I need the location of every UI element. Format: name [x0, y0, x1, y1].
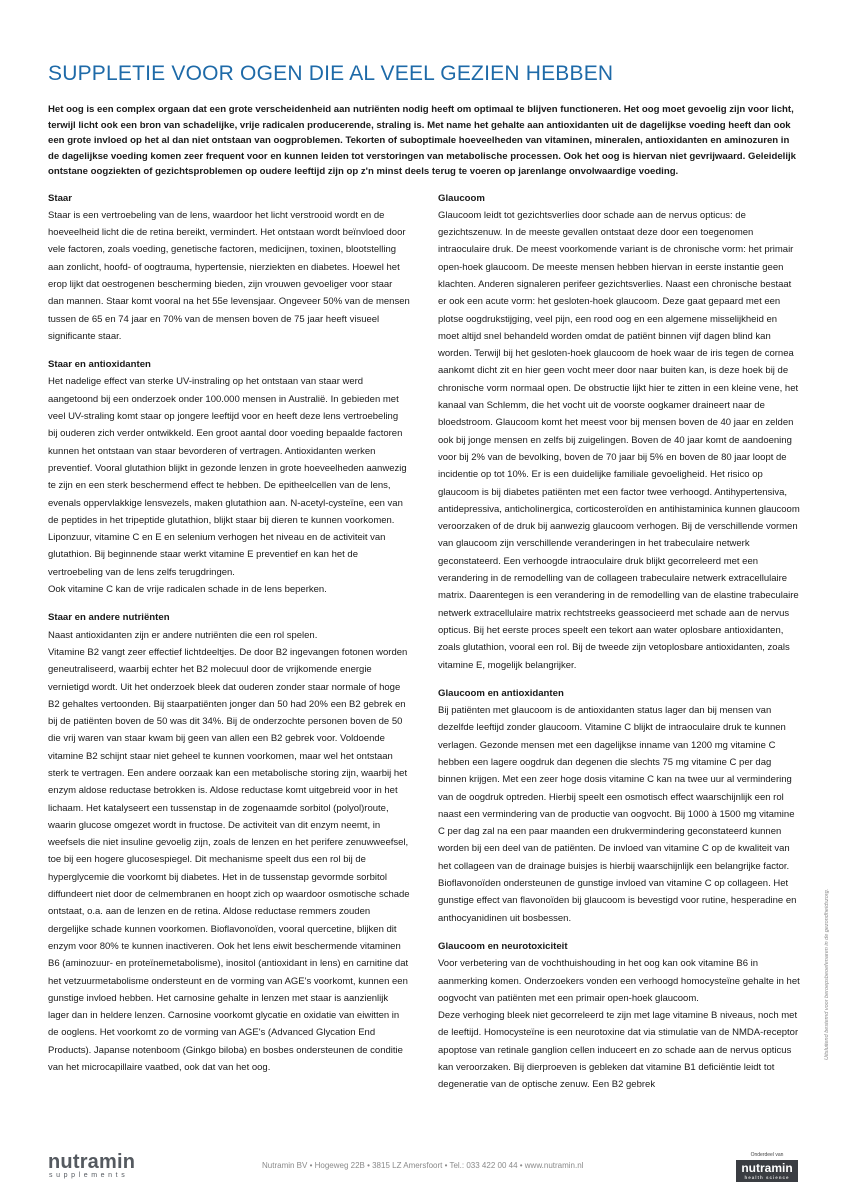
- section-paragraph: Vitamine B2 vangt zeer effectief lichtdeeltjes. De door B2 ingevangen fotonen worden geneutraliseerd, waarbij echter het B2 molecuul door de vrijkomende energie vernietigd wordt. Uit het onderzoek bleek dat ouderen zonder staar normale of hoge B2 gehaltes vertoonden. Bij staarpatiënten jonger dan 50 had 20% een B2 gebrek en bij de patiënten boven de 50 was dit 34%. Bij de onderzochte personen boven de 50 die vrij waren van staar kwam bij geen van allen een B2 gebrek voor. Voldoende vitamine B2 schijnt staar niet geheel te kunnen voorkomen, maar wel het ontstaan sterk te vertragen. Een andere oorzaak kan een metabolische storing zijn, waarbij het enzym aldose reductase betrokken is. Aldose reductase komt uitgebreid voor in het lichaam. Het katalyseert een tussenstap in de zogenaamde sorbitol (polyol)route, waarin glucose omgezet wordt in fructose. De activiteit van dit enzym neemt, in weefsels die niet insuline gevoelig zijn, zoals de lenzen en het perifere zenuwweefsel, toe bij een hogere glucosespiegel. Dit mechanisme speelt dus een rol bij de hyperglycemie die voorkomt bij diabetes. Het in de tussenstap gevormde sorbitol diffundeert niet door de celmembranen en hoopt zich op waardoor osmotische schade ontstaat, o.a. aan de lenzen en de retina. Aldose reductase remmers zouden dergelijke schade kunnen voorkomen. Bioflavonoïden, vooral quercetine, blijken dit enzym voor 80% te kunnen inactiveren. Ook het lens eiwit beschermende vitaminen B6 (aminozuur- en proteïnemetabolisme), inositol (antioxidant in lens) en carnitine dat het vetzuurmetabolisme ondersteunt en de vorming van AGE's voorkomt, kunnen een gunstige invloed hebben. Het carnosine gehalte in lenzen met staar is aanzienlijk lager dan in heldere lenzen. Carnosine voorkomt glycatie en oxidatie van eiwitten in de ooglens. Het voorkomt zo de vorming van AGE's (Advanced Glycation End Products). Japanse notenboom (Ginkgo biloba) en bosbes ondersteunen de conditie van het microcapillaire vaatbed, ook dat van het oog.: [48, 646, 410, 1074]
- logo-brand: nutramin: [48, 1151, 136, 1173]
- section-glaucoom-antioxidanten: [438, 685, 800, 927]
- section-paragraph: Voor verbetering van de vochthuishouding in het oog kan ook vitamine B6 in aanmerking komen. Onderzoekers vonden een verhoogd homocysteïne gehalte in het oogvocht van patiënten met een primair open-hoek glaucoom.: [438, 958, 800, 1004]
- section-heading: Glaucoom en antioxidanten: [438, 687, 564, 699]
- parent-company-badge: [736, 1152, 798, 1182]
- intro-paragraph: Het oog is een complex orgaan dat een grote verscheidenheid aan nutriënten nodig heeft om optimaal te blijven functioneren. Het oog moet gevoelig zijn voor licht, terwijl licht ook een bron van schadelijke, vrije radicalen producerende, straling is. Met name het gehalte aan antioxidanten uit de dagelijkse voeding heeft dan ook een grote invloed op het al dan niet ontstaan van oogproblemen. Tekorten of suboptimale hoeveelheden van vitaminen, mineralen, antioxidanten en aminozuren in de dagelijkse voeding komen zeer frequent voor en kunnen leiden tot verstoringen van metabolische processen. Ook het oog is hiervan niet gevrijwaard. Geleidelijk ontstane oogziekten of gezichtsproblemen op oudere leeftijd zijn op z'n minst deels terug te voeren op jarenlange onvolwaardige voeding.: [48, 104, 796, 177]
- section-paragraph: Bij patiënten met glaucoom is de antioxidanten status lager dan bij mensen van dezelfde leeftijd zonder glaucoom. Vitamine C blijkt de intraoculaire druk te kunnen verlagen. Gezonde mensen met een dagelijkse inname van 1200 mg vitamine C hebben een lagere oogdruk dan degenen die slechts 75 mg vitamine C per dag binnen krijgen. Met een zeer hoge dosis vitamine C kan na twee uur al vermindering van de oogdruk optreden. Hierbij speelt een osmotisch effect waarschijnlijk een rol naast een vermindering van de productie van oogvocht. Bij 1000 à 1500 mg vitamine C per dag zal na een paar maanden een drukvermindering geconstateerd kunnen worden bij een deel van de patiënten. De invloed van vitamine C op de kwaliteit van het collageen van de drainage buisjes is hierbij waarschijnlijk een belangrijke factor. Bioflavonoïden ondersteunen de gunstige invloed van vitamine C op collageen. Het gunstige effect van flavonoïden bij glaucoom is bevestigd voor rutine, hesperadine en anthocyanidinen uit bosbessen.: [438, 705, 797, 924]
- page-title: SUPPLETIE VOOR OGEN DIE AL VEEL GEZIEN HEBBEN: [48, 62, 614, 85]
- nutramin-logo: [48, 1152, 135, 1180]
- article-columns: [48, 190, 800, 1105]
- section-heading: Glaucoom: [438, 192, 485, 204]
- side-disclaimer: [824, 888, 832, 1068]
- page-content: [48, 62, 800, 1105]
- left-column: [48, 190, 410, 1105]
- badge-label: Onderdeel van: [750, 1152, 784, 1158]
- footer-address: Nutramin BV • Hogeweg 22B • 3815 LZ Amersfoort • Tel.: 033 422 00 44 • www.nutramin.nl: [262, 1161, 584, 1170]
- section-paragraph: Deze verhoging bleek niet gecorreleerd te zijn met lage vitamine B niveaus, noch met de leeftijd. Homocysteïne is een neurotoxine dat via stimulatie van de NMDA-receptor apoptose van retinale ganglion cellen induceert en zo schade aan de nervus opticus kan veroorzaken. Bij dierproeven is gebleken dat vitamine B1 deficiëntie leidt tot degeneratie van de optische zenuw. Een B2 gebrek: [438, 1010, 799, 1091]
- section-heading: Staar: [48, 192, 72, 204]
- section-staar-nutrienten: [48, 609, 410, 1076]
- section-paragraph: Ook vitamine C kan de vrije radicalen schade in de lens beperken.: [48, 584, 327, 596]
- badge-sub: health science: [744, 1175, 790, 1180]
- badge-brand: nutramin: [741, 1161, 793, 1175]
- section-heading: Staar en andere nutriënten: [48, 612, 170, 624]
- logo-tagline: supplements: [49, 1172, 129, 1179]
- right-column: [438, 190, 800, 1105]
- section-paragraph: Staar is een vertroebeling van de lens, waardoor het licht verstrooid wordt en de hoeveelheid licht die de retina bereikt, vermindert. Het ontstaan wordt beïnvloed door vele factoren, zoals voeding, genetische factoren, medicijnen, toxinen, blootstelling aan zonlicht, hoofd- of oogtrauma, hypertensie, nierziekten en diabetes. Hoewel het erop lijkt dat oestrogenen bescherming bieden, zijn vrouwen gevoeliger voor staar dan mannen. Staar komt vooral na het 55e levensjaar. Ongeveer 50% van de mensen tussen de 65 en 74 jaar en 70% van de mensen boven de 75 jaar heeft visueel significante staar.: [48, 209, 410, 342]
- section-glaucoom: [438, 190, 800, 674]
- side-disclaimer-text: Uitsluitend bestemd voor beroepsbeoefenaren in de gezondheidszorg.: [824, 888, 830, 1060]
- section-glaucoom-neurotoxiciteit: [438, 938, 800, 1094]
- badge-logo: [736, 1160, 798, 1182]
- section-heading: Glaucoom en neurotoxiciteit: [438, 940, 568, 952]
- section-paragraph: Het nadelige effect van sterke UV-instraling op het ontstaan van staar werd aangetoond bij een onderzoek onder 100.000 mensen in Australië. In gebieden met veel UV-straling komt staar op jongere leeftijd voor en heeft deze lens vertroebeling bij ouderen zich verder ontwikkeld. Een groot aantal door voeding bepaalde factoren kunnen het ontstaan van staar bevorderen of vertragen. Antioxidanten werken preventief. Vooral glutathion blijkt in gezonde lenzen in grote hoeveelheden aanwezig te zijn en een sterk beschermend effect te hebben. De epitheelcellen van de lens, evenals oppervlakkige lensvezels, maken glutathion aan. N-acetyl-cysteïne, een van de peptides in het tripeptide glutathion, blijkt staar bij dieren te kunnen voorkomen. Liponzuur, vitamine C en E en selenium verhogen het niveau en de activiteit van glutathion. Bij beginnende staar werkt vitamine E preventief en kan het de vertroebeling van de lens zelfs terugdringen.: [48, 376, 407, 578]
- section-paragraph: Naast antioxidanten zijn er andere nutriënten die een rol spelen.: [48, 629, 318, 641]
- section-heading: Staar en antioxidanten: [48, 359, 151, 371]
- section-staar: [48, 190, 410, 346]
- section-staar-antioxidanten: [48, 356, 410, 598]
- section-paragraph: Glaucoom leidt tot gezichtsverlies door schade aan de nervus opticus: de gezichtszenuw. In de meeste gevallen ontstaat deze door een toegenomen intraoculaire druk. De meest voorkomende variant is de chronische vorm: het primair open-hoek glaucoom. De meeste mensen hebben hiervan in eerste instantie geen klachten. Anderen signaleren perifeer gezichtsverlies. Naast een chronische bestaat er ook een acute vorm: het gesloten-hoek glaucoom. Deze gaat gepaard met een plotse oogdrukstijging, veel pijn, een rood oog en een algemene misselijkheid en moet altijd snel behandeld worden omdat de patiënt binnen vijf dagen blind kan worden. Terwijl bij het gesloten-hoek glaucoom de hoek waar de iris tegen de cornea aankomt dicht zit en hier geen vocht meer door naar buiten kan, is deze hoek bij de chronische vorm normaal open. De obstructie lijkt hier te zitten in een kleine vene, het kanaal van Schlemm, die het vocht uit de voorste oogkamer draineert naar de bloedstroom. Glaucoom komt het meest voor bij mensen boven de 40 jaar en zelden ook bij jonge mensen en zelfs bij zuigelingen. Boven de 40 jaar komt de aandoening voor bij 2% van de bevolking, boven de 70 jaar bij 5% en boven de 80 jaar loopt de incidentie op tot 10%. Er is een duidelijke familiale gevoeligheid. Het risico op glaucoom is bij diabetes patiënten met een factor twee verhoogd. Antihypertensiva, antidepressiva, anticholinergica, corticosteroïden en antihistaminica kunnen glaucoom veroorzaken of de druk bij aanwezig glaucoom verhogen. Bij de verschillende vormen van glaucoom zijn verschillende veranderingen in het trabeculaire netwerk geconstateerd. Een verhoogde intraoculaire druk blijkt gecorreleerd met een verandering in de remodelling van de collageen trabeculaire netwerk extracellulaire matrix. Daarentegen is een verandering in de remodelling van de elastine trabeculaire netwerk extracellulaire matrix rechtstreeks geassocieerd met schade aan de nervus opticus. Bij het eerste proces speelt een tekort aan water oplosbare antioxidanten, zoals glutathion, vooral een rol. Bij de tweede zijn vetoplosbare antioxidanten, zoals vitamine E, mogelijk belangrijker.: [438, 209, 800, 671]
